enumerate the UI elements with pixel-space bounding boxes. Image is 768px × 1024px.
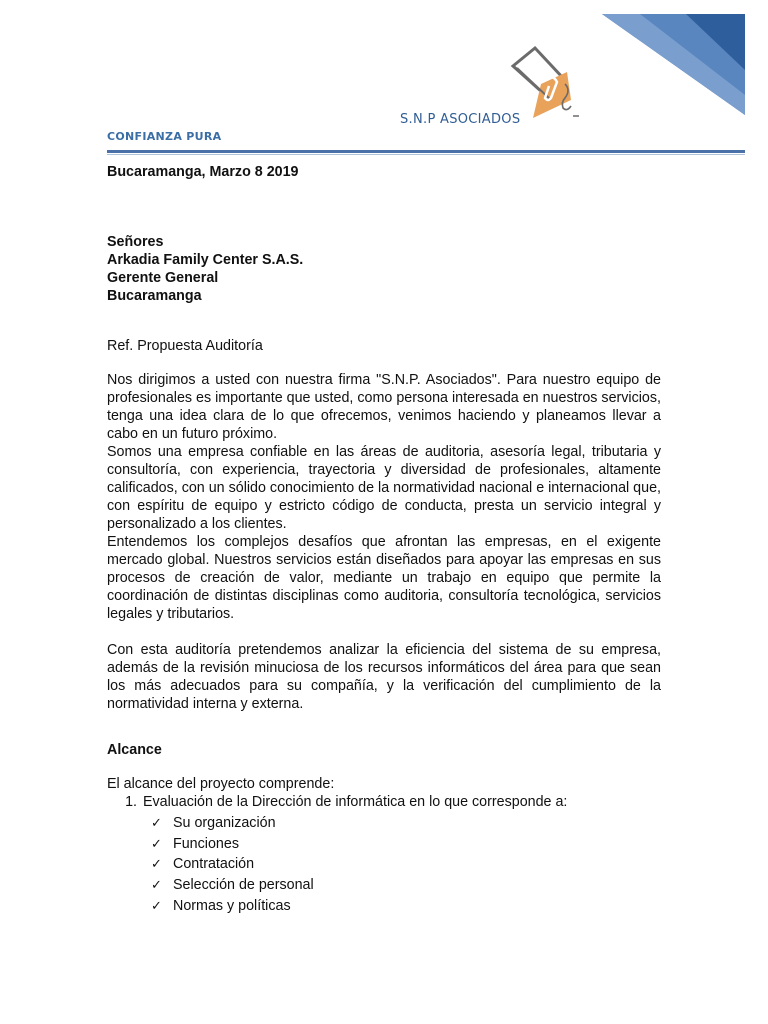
header-divider-thin: [107, 154, 745, 155]
recipient-line: Gerente General: [107, 270, 219, 286]
subitem-text: Su organización: [173, 815, 276, 831]
company-name: S.N.P ASOCIADOS: [400, 112, 521, 127]
scope-item-text: Evaluación de la Dirección de informática en lo que corresponde a:: [143, 794, 568, 810]
letter-body: [107, 163, 661, 916]
scope-subitem: [151, 813, 661, 834]
checkmark-icon: ✓: [151, 878, 162, 894]
checkmark-icon: ✓: [151, 836, 162, 852]
recipient-line: Señores: [107, 234, 164, 250]
objective-paragraph: Con esta auditoría pretendemos analizar la eficiencia del sistema de su empresa, además de la revisión minuciosa de los recursos informáticos del área para que sean los más adecuados para su compañía, y la verificación del cumplimiento de la normatividad interna y externa.: [107, 642, 661, 712]
letterhead: [0, 0, 768, 160]
recipient-line: Bucaramanga: [107, 288, 202, 304]
intro-paragraph: Nos dirigimos a usted con nuestra firma "S.N.P. Asociados". Para nuestro equipo de profesionales es importante que usted, como persona interesada en nuestros servicios, tenga una idea clara de lo que ofrecemos, venimos haciendo y planeamos llevar a cabo en un futuro próximo.: [107, 372, 661, 442]
scope-heading: Alcance: [107, 742, 162, 758]
scope-intro: El alcance del proyecto comprende:: [107, 776, 335, 792]
scope-item-number: 1.: [125, 794, 137, 810]
date-line: Bucaramanga, Marzo 8 2019: [107, 164, 299, 180]
header-divider: [107, 150, 745, 153]
tagline: CONFIANZA PURA: [107, 130, 222, 143]
corner-triangle-decoration: [0, 0, 768, 125]
scope-item: [107, 793, 661, 916]
reference-line: Ref. Propuesta Auditoría: [107, 338, 263, 354]
checkmark-icon: ✓: [151, 857, 162, 873]
checkmark-icon: ✓: [151, 816, 162, 831]
scope-subitem: [151, 854, 661, 875]
scope-subitem: [151, 875, 661, 896]
scope-subitem: [151, 834, 661, 855]
recipient-line: Arkadia Family Center S.A.S.: [107, 252, 304, 268]
subitem-text: Contratación: [173, 856, 255, 873]
scope-subitem-list: [107, 813, 661, 916]
subitem-text: Normas y políticas: [173, 897, 291, 914]
scope-list: [107, 793, 661, 916]
intro-paragraph: Entendemos los complejos desafíos que afrontan las empresas, en el exigente mercado global. Nuestros servicios están diseñados para apoyar las empresas en sus procesos de creación de valor, mediante un trabajo en equipo que permite la coordinación de distintas disciplinas como auditoria, consultoría tecnológica, servicios legales y tributarios.: [107, 534, 661, 622]
intro-paragraph: Somos una empresa confiable en las áreas de auditoria, asesoría legal, tributaria y consultoría, con experiencia, trayectoria y diversidad de profesionales, altamente calificados, con un sólido conocimiento de la normatividad nacional e internacional que, con espíritu de equipo y estricto código de conducta, presta un servicio integral y personalizado a los clientes.: [107, 444, 661, 532]
subitem-text: Funciones: [173, 835, 239, 852]
scope-subitem: [151, 896, 661, 917]
subitem-text: Selección de personal: [173, 877, 314, 894]
checkmark-icon: ✓: [151, 898, 162, 914]
